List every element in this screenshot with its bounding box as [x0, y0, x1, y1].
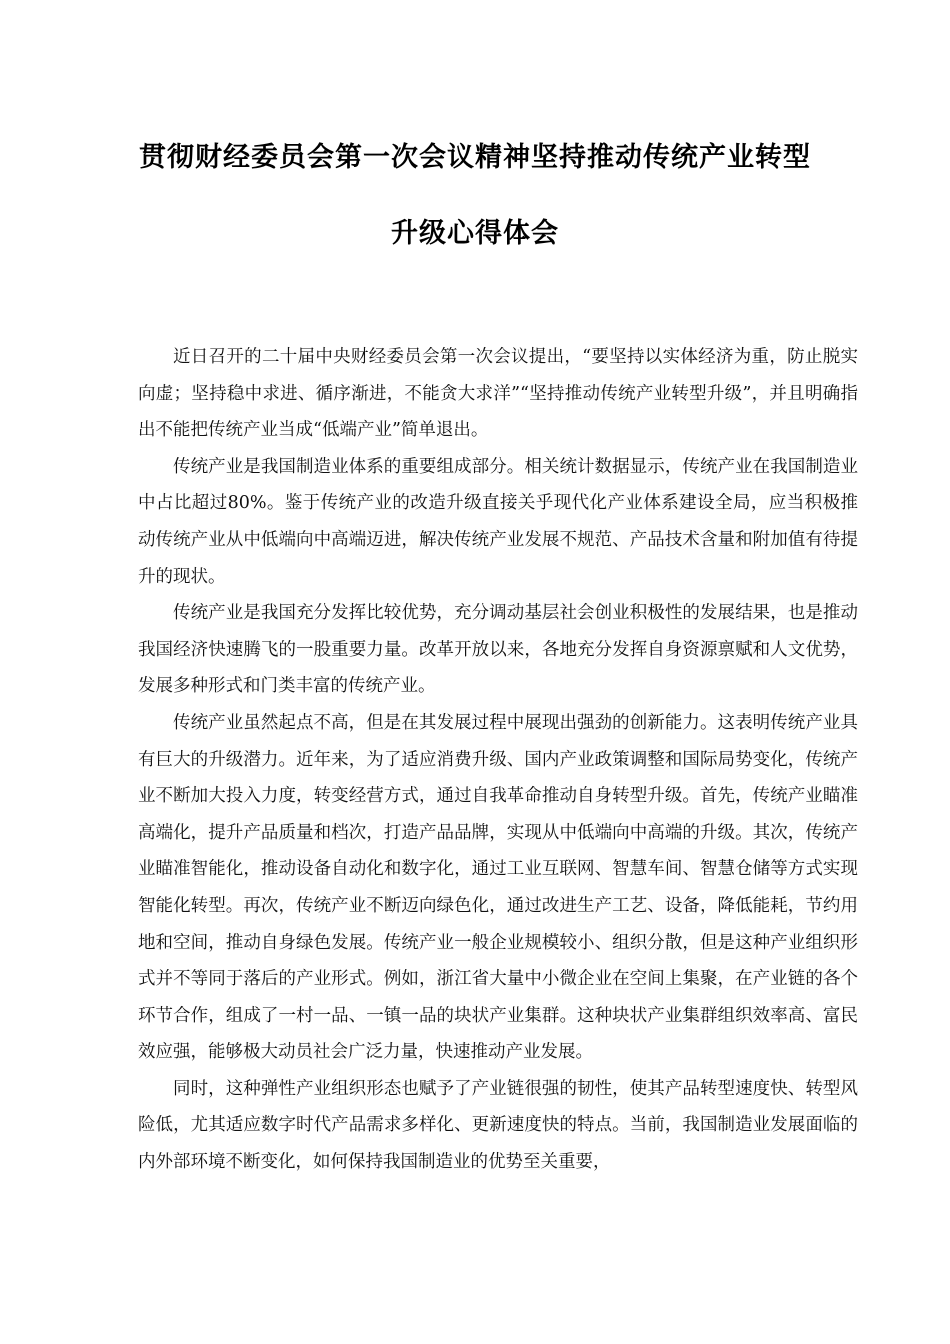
paragraph: 同时，这种弹性产业组织形态也赋予了产业链很强的韧性，使其产品转型速度快、转型风险低，尤其适应数字时代产品需求多样化、更新速度快的特点。当前，我国制造业发展面临的内外部环境不断变化，如何保持我国制造业的优势至关重要，: [138, 1078, 858, 1173]
paragraph: 近日召开的二十届中央财经委员会第一次会议提出，“要坚持以实体经济为重，防止脱实向虚；坚持稳中求进、循序渐进，不能贪大求洋”“坚持推动传统产业转型升级”，并且明确指出不能把传统产业当成“低端产业”简单退出。: [138, 347, 858, 441]
document-title-line-2: 升级心得体会: [391, 218, 559, 249]
document-body: [138, 339, 858, 1181]
document-title-line-1: 贯彻财经委员会第一次会议精神坚持推动传统产业转型: [139, 142, 811, 173]
paragraph: 传统产业是我国制造业体系的重要组成部分。相关统计数据显示，传统产业在我国制造业中占比超过80%。鉴于传统产业的改造升级直接关乎现代化产业体系建设全局，应当积极推动传统产业从中低端向中高端迈进，解决传统产业发展不规范、产品技术含量和附加值有待提升的现状。: [138, 456, 858, 587]
paragraph: 传统产业虽然起点不高，但是在其发展过程中展现出强劲的创新能力。这表明传统产业具有巨大的升级潜力。近年来，为了适应消费升级、国内产业政策调整和国际局势变化，传统产业不断加大投入力度，转变经营方式，通过自我革命推动自身转型升级。首先，传统产业瞄准高端化，提升产品质量和档次，打造产品品牌，实现从中低端向中高端的升级。其次，传统产业瞄准智能化，推动设备自动化和数字化，通过工业互联网、智慧车间、智慧仓储等方式实现智能化转型。再次，传统产业不断迈向绿色化，通过改进生产工艺、设备，降低能耗，节约用地和空间，推动自身绿色发展。传统产业一般企业规模较小、组织分散，但是这种产业组织形式并不等同于落后的产业形式。例如，浙江省大量中小微企业在空间上集聚，在产业链的各个环节合作，组成了一村一品、一镇一品的块状产业集群。这种块状产业集群组织效率高、富民效应强，能够极大动员社会广泛力量，快速推动产业发展。: [138, 712, 858, 1063]
paragraph: 传统产业是我国充分发挥比较优势，充分调动基层社会创业积极性的发展结果，也是推动我国经济快速腾飞的一股重要力量。改革开放以来，各地充分发挥自身资源禀赋和人文优势，发展多种形式和门类丰富的传统产业。: [138, 603, 858, 697]
